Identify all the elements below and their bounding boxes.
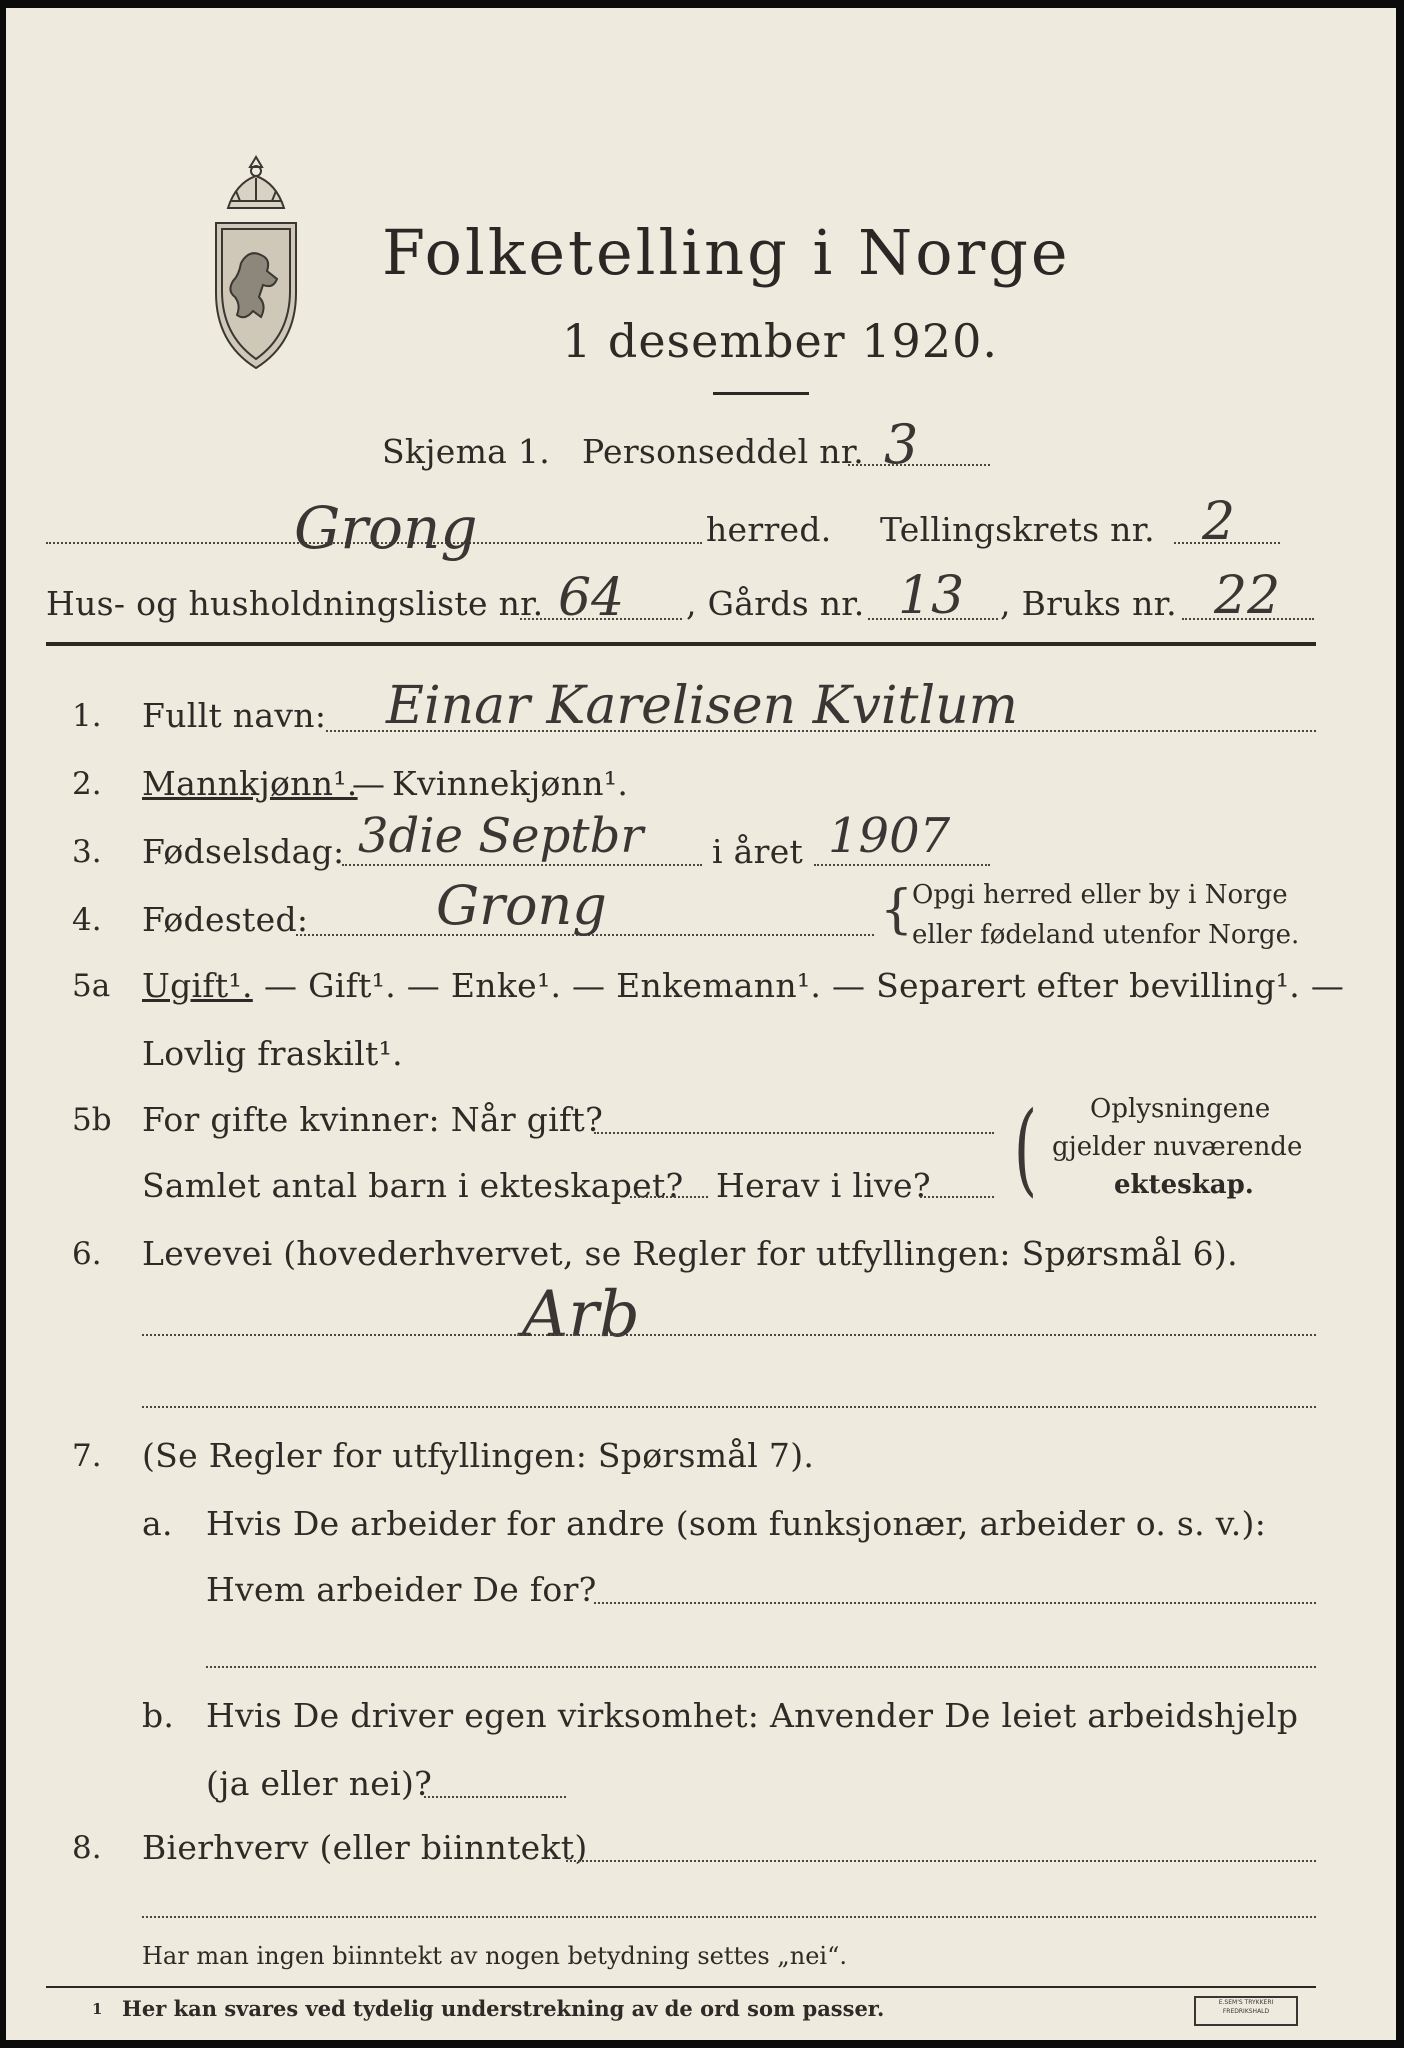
married-when-label: For gifte kvinner: Når gift? [142, 1100, 604, 1139]
birthplace-brace: { [880, 880, 914, 940]
children-alive-label: Herav i live? [716, 1166, 931, 1205]
q7-number: 7. [72, 1438, 102, 1474]
footer-divider [46, 1986, 1316, 1988]
bruks-label: , Bruks nr. [1000, 584, 1177, 623]
q7b-text: Hvis De driver egen virksomhet: Anvender De leiet arbeidshjelp [206, 1696, 1299, 1735]
marriage-note-brace: ( [1013, 1090, 1038, 1207]
q3-number: 3. [72, 834, 102, 870]
side-income-label: Bierhverv (eller biinntekt) [142, 1828, 588, 1867]
birthday-label: Fødselsdag: [142, 832, 345, 871]
birthplace-value[interactable]: Grong [436, 874, 607, 937]
q8-number: 8. [72, 1830, 102, 1866]
birthplace-note-line2: eller fødeland utenfor Norge. [912, 920, 1300, 950]
norway-coat-of-arms-icon [206, 153, 306, 373]
census-date: 1 desember 1920. [562, 314, 998, 368]
hus-value[interactable]: 64 [558, 568, 625, 628]
q5a-number: 5a [72, 968, 111, 1004]
sex-female-option[interactable]: Kvinnekjønn¹. [392, 764, 629, 803]
birth-year-label: i året [712, 832, 804, 871]
marital-fraskilt-option[interactable]: Lovlig fraskilt¹. [142, 1034, 403, 1073]
gards-label: , Gårds nr. [686, 584, 865, 623]
full-name-label: Fullt navn: [142, 696, 327, 735]
gards-value[interactable]: 13 [898, 566, 965, 626]
herred-label: herred. [706, 510, 832, 549]
full-name-value[interactable]: Einar Karelisen Kvitlum [386, 676, 1018, 736]
census-form-page [6, 8, 1396, 2040]
birthplace-note-line1: Opgi herred eller by i Norge [912, 880, 1288, 910]
no-income-note: Har man ingen biinntekt av nogen betydning settes „nei“. [142, 1942, 847, 1970]
sex-separator: — [352, 764, 386, 803]
footnote-text: Her kan svares ved tydelig understrekning av de ord som passer. [122, 1996, 885, 2021]
marital-other-options[interactable]: — Gift¹. — Enke¹. — Enkemann¹. — Separert efter bevilling¹. — [264, 966, 1345, 1005]
marriage-note-line2: gjelder nuværende [1052, 1132, 1303, 1162]
personseddel-value[interactable]: 3 [884, 413, 919, 476]
q7-label: (Se Regler for utfyllingen: Spørsmål 7). [142, 1436, 815, 1475]
q7a-text: Hvis De arbeider for andre (som funksjonær, arbeider o. s. v.): [206, 1504, 1267, 1543]
q5b-number: 5b [72, 1102, 112, 1138]
tellingskrets-value[interactable]: 2 [1202, 492, 1236, 552]
marriage-note-line1: Oplysningene [1090, 1094, 1271, 1124]
tellingskrets-label: Tellingskrets nr. [880, 510, 1155, 549]
sex-male-option[interactable]: Mannkjønn¹. [142, 764, 358, 803]
hired-help-label: (ja eller nei)? [206, 1764, 433, 1803]
children-total-label: Samlet antal barn i ekteskapet? [142, 1166, 684, 1205]
q1-number: 1. [72, 698, 102, 734]
header-divider [46, 642, 1316, 646]
hus-label: Hus- og husholdningsliste nr. [46, 584, 544, 623]
title-divider [713, 392, 809, 395]
footnote-number: 1 [92, 2000, 103, 2018]
bruks-value[interactable]: 22 [1214, 566, 1281, 626]
marital-ugift-option[interactable]: Ugift¹. [142, 966, 253, 1005]
birthplace-label: Fødested: [142, 900, 309, 939]
herred-value[interactable]: Grong [294, 494, 478, 562]
personseddel-label: Personseddel nr. [582, 432, 865, 471]
printer-stamp-text: E.SEM'S TRYKKERI FREDRIKSHALD [1218, 1999, 1274, 2015]
schema-label: Skjema 1. [382, 432, 551, 471]
occupation-value[interactable]: Arb [522, 1278, 640, 1352]
occupation-label: Levevei (hovederhvervet, se Regler for utfyllingen: Spørsmål 6). [142, 1234, 1238, 1273]
q6-number: 6. [72, 1236, 102, 1272]
marriage-note-line3: ekteskap. [1114, 1170, 1254, 1200]
q7a-letter: a. [142, 1504, 173, 1543]
q7b-letter: b. [142, 1696, 175, 1735]
employer-label: Hvem arbeider De for? [206, 1570, 597, 1609]
q2-number: 2. [72, 766, 102, 802]
printer-stamp [1194, 1996, 1298, 2026]
birthday-value[interactable]: 3die Septbr [358, 808, 644, 864]
q4-number: 4. [72, 902, 102, 938]
form-title: Folketelling i Norge [382, 216, 1071, 289]
birth-year-value[interactable]: 1907 [828, 808, 951, 864]
